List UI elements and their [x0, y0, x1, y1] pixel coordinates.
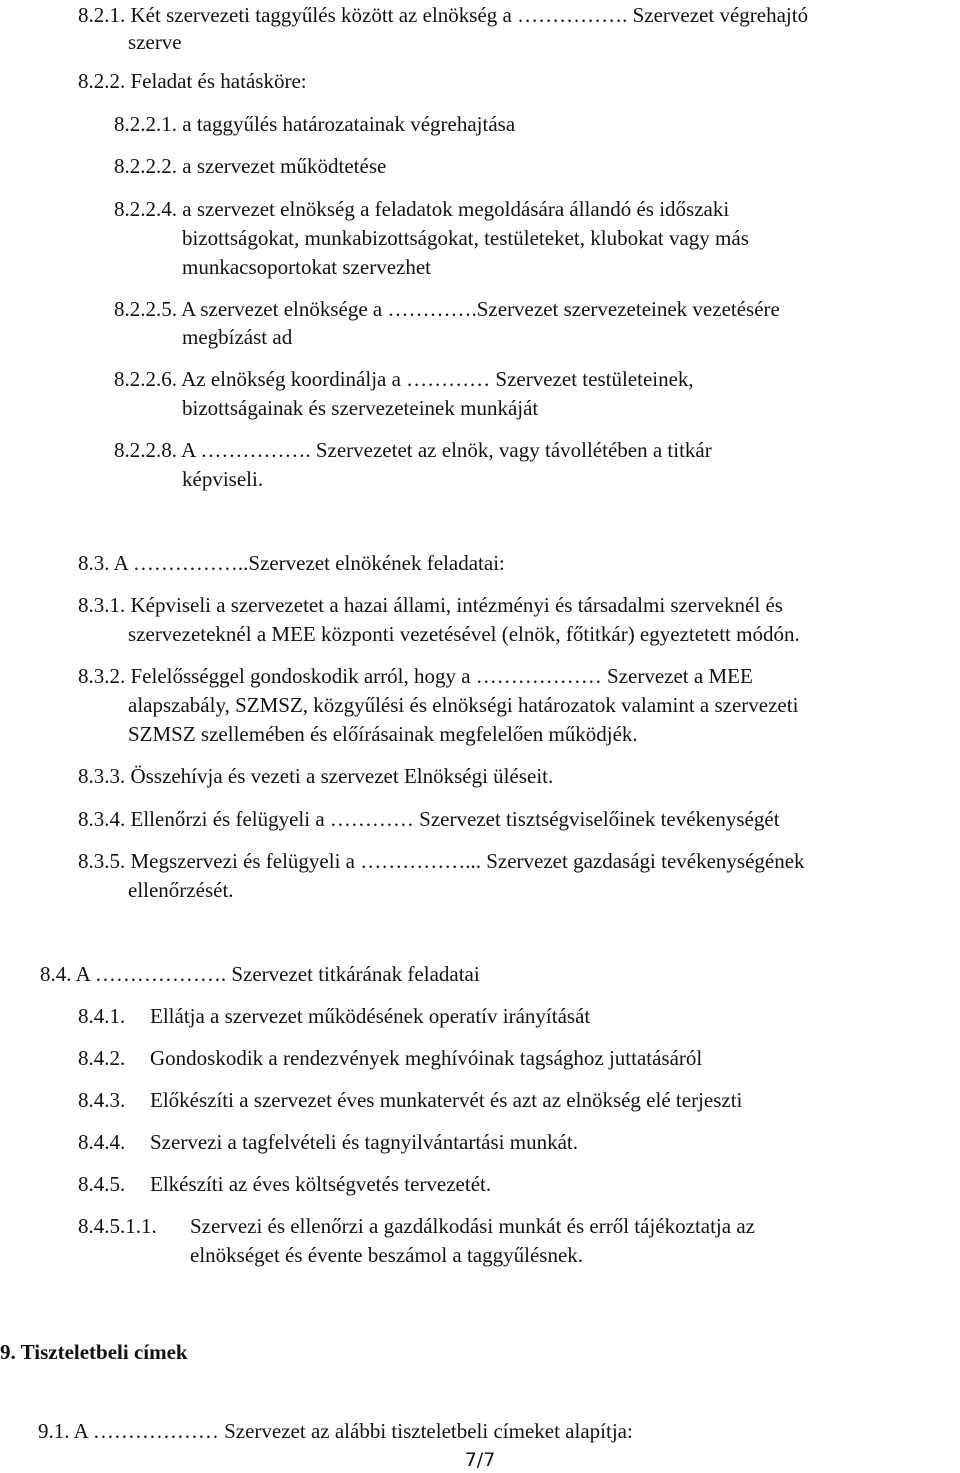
list-item-text: Elkészíti az éves költségvetés tervezetét.	[150, 1172, 492, 1196]
paragraph-8-2-2-5-line-1: 8.2.2.5. A szervezet elnöksége a ………….Szervezet szervezeteinek vezetésére	[114, 297, 780, 321]
paragraph-8-2-2-8-line-1: 8.2.2.8. A ……………. Szervezetet az elnök, vagy távollétében a titkár	[114, 438, 712, 462]
paragraph-8-2-2-4-line-2: bizottságokat, munkabizottságokat, testületeket, klubokat vagy más	[182, 226, 749, 250]
section-8-4-heading: 8.4. A ………………. Szervezet titkárának feladatai	[40, 962, 480, 986]
list-item-number: 8.4.5.1.1.	[78, 1214, 157, 1238]
list-item-text-line-2: elnökséget és évente beszámol a taggyűlésnek.	[190, 1243, 584, 1267]
section-8-3-heading: 8.3. A ……………..Szervezet elnökének feladatai:	[78, 551, 505, 575]
paragraph-8-3-3: 8.3.3. Összehívja és vezeti a szervezet Elnökségi üléseit.	[78, 764, 554, 788]
paragraph-8-3-2-line-3: SZMSZ szellemében és előírásainak megfelelően működjék.	[128, 722, 638, 746]
paragraph-8-2-1-line-1: 8.2.1. Két szervezeti taggyűlés között az elnökség a ……………. Szervezet végrehajtó	[78, 3, 809, 27]
list-item-number: 8.4.4.	[78, 1130, 126, 1154]
list-item-text: Előkészíti a szervezet éves munkatervét és azt az elnökség elé terjeszti	[150, 1088, 743, 1112]
paragraph-8-3-4: 8.3.4. Ellenőrzi és felügyeli a ………… Szervezet tisztségviselőinek tevékenységét	[78, 807, 780, 831]
paragraph-8-3-1-line-2: szervezeteknél a MEE központi vezetésével (elnök, főtitkár) egyeztetett módón.	[128, 622, 800, 646]
list-item-number: 8.4.1.	[78, 1004, 126, 1028]
paragraph-8-3-2-line-1: 8.3.2. Felelősséggel gondoskodik arról, hogy a ……………… Szervezet a MEE	[78, 664, 753, 688]
paragraph-8-2-1-line-2: szerve	[128, 30, 182, 54]
paragraph-8-2-2-8-line-2: képviseli.	[182, 467, 264, 491]
paragraph-8-2-2: 8.2.2. Feladat és hatásköre:	[78, 69, 307, 93]
list-item-text: Gondoskodik a rendezvények meghívóinak tagsághoz juttatásáról	[150, 1046, 703, 1070]
paragraph-8-3-5-line-2: ellenőrzését.	[128, 878, 234, 902]
list-item-number: 8.4.5.	[78, 1172, 126, 1196]
paragraph-8-2-2-6-line-2: bizottságainak és szervezeteinek munkáját	[182, 396, 539, 420]
paragraph-8-2-2-4-line-1: 8.2.2.4. a szervezet elnökség a feladatok megoldására állandó és időszaki	[114, 197, 730, 221]
list-item-text: Szervezi a tagfelvételi és tagnyilvántartási munkát.	[150, 1130, 578, 1154]
paragraph-8-3-5-line-1: 8.3.5. Megszervezi és felügyeli a ……………... Szervezet gazdasági tevékenységének	[78, 849, 805, 873]
list-item-number: 8.4.2.	[78, 1046, 126, 1070]
paragraph-8-3-1-line-1: 8.3.1. Képviseli a szervezetet a hazai állami, intézményi és társadalmi szerveknél és	[78, 593, 783, 617]
paragraph-8-2-2-5-line-2: megbízást ad	[182, 325, 293, 349]
paragraph-9-1: 9.1. A ……………… Szervezet az alábbi tiszteletbeli címeket alapítja:	[38, 1419, 633, 1443]
list-item-text: Ellátja a szervezet működésének operatív irányítását	[150, 1004, 591, 1028]
section-9-heading: 9. Tiszteletbeli címek	[0, 1340, 188, 1364]
list-item-number: 8.4.3.	[78, 1088, 126, 1112]
paragraph-8-2-2-1: 8.2.2.1. a taggyűlés határozatainak végrehajtása	[114, 112, 516, 136]
paragraph-8-2-2-6-line-1: 8.2.2.6. Az elnökség koordinálja a ………… Szervezet testületeinek,	[114, 367, 694, 391]
page-number: 7/7	[464, 1449, 496, 1471]
list-item-text-line-1: Szervezi és ellenőrzi a gazdálkodási munkát és erről tájékoztatja az	[190, 1214, 755, 1238]
paragraph-8-2-2-4-line-3: munkacsoportokat szervezhet	[182, 255, 431, 279]
paragraph-8-2-2-2: 8.2.2.2. a szervezet működtetése	[114, 154, 387, 178]
paragraph-8-3-2-line-2: alapszabály, SZMSZ, közgyűlési és elnökségi határozatok valamint a szervezeti	[128, 693, 799, 717]
